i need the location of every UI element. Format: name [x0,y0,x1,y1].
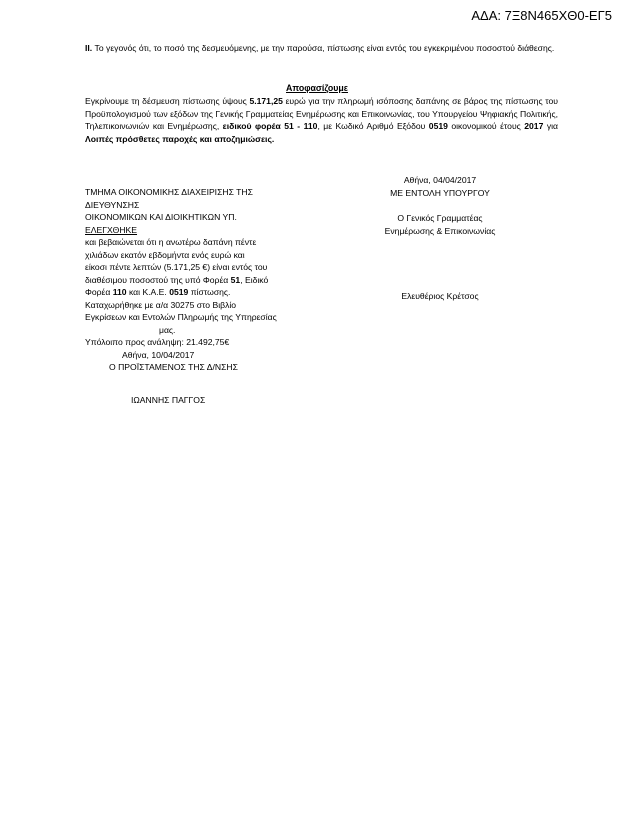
decision-kae: 0519 [428,121,448,131]
left-signer: ΙΩΑΝΝΗΣ ΠΑΓΓΟΣ [131,395,206,405]
decision-text-2: ευρώ για την πληρωμή ισόποσης δαπάνης σε βάρος της πίστωσης του Προϋπολογισμού των εξόδων της Γενικής Γραμματείας Ενημέρωσης και Επικοινωνίας, του Υπουργείου Ψηφιακής Πολιτικής, Τηλεπικοινωνιών και Ενημέρωσης, [85,96,558,131]
right-role-2: Ενημέρωσης & Επικοινωνίας [384,225,496,236]
cert-line-5-tail: πίστωσης. [188,287,231,297]
decision-title: Αποφασίζουμε [286,83,348,93]
decision-text-1: Εγκρίνουμε τη δέσμευση πίστωσης ύψους [85,96,250,106]
left-finance-block [85,186,305,374]
cert-line-3: είκοσι πέντε λεπτών (5.171,25 €) είναι εντός του [85,262,268,272]
dept-line-2: ΔΙΕΥΘΥΝΣΗΣ [85,199,140,210]
reg-line-2: Εγκρίσεων και Εντολών Πληρωμής της Υπηρεσίας [85,312,277,322]
decision-text-5: για [543,121,558,131]
section-ii-number: II. [85,43,93,53]
left-signer-block [131,394,205,407]
balance-line: Υπόλοιπο προς ανάληψη: 21.492,75€ [85,337,230,347]
section-ii-text: Το γεγονός ότι, το ποσό της δεσμευόμενης, με την παρούσα, πίστωσης είναι εντός του εγκεκριμένου ποσοστού διάθεσης. [92,43,555,53]
head-title: Ο ΠΡΟΪΣΤΑΜΕΝΟΣ ΤΗΣ Δ/ΝΣΗΣ [109,362,238,372]
left-place-date: Αθήνα, 10/04/2017 [122,349,195,360]
cert-line-4 [85,274,305,287]
cert-line-4-text: διαθέσιμου ποσοστού της υπό Φορέα [85,274,231,285]
right-place-date: Αθήνα, 04/04/2017 [403,175,477,185]
cert-line-2: χιλιάδων εκατόν εβδομήντα ενός ευρώ και [85,249,245,260]
decision-expense: Λοιπές πρόσθετες παροχές και αποζημιώσεις. [85,133,275,144]
decision-amount: 5.171,25 [249,96,283,106]
reg-line-3: μας. [159,324,176,335]
section-ii-paragraph [85,42,558,55]
right-role-block [350,212,530,237]
cert-kae: 0519 [169,287,189,297]
decision-text-4: οικονομικού έτους [447,121,525,131]
checked-label: ΕΛΕΓΧΘΗΚΕ [85,224,138,235]
cert-line-1: και βεβαιώνεται ότι η ανωτέρω δαπάνη πέντε [85,237,257,247]
decision-foreas: ειδικού φορέα 51 - 110 [222,121,318,131]
dept-line-3: ΟΙΚΟΝΟΜΙΚΩΝ ΚΑΙ ΔΙΟΙΚΗΤΙΚΩΝ ΥΠ. [85,212,237,222]
cert-foreas: 51 [230,274,241,285]
reg-line-1: Καταχωρήθηκε με α/α 30275 στο Βιβλίο [85,299,237,310]
cert-line-5-mid: και Κ.Α.Ε. [126,287,170,297]
right-order: ΜΕ ΕΝΤΟΛΗ ΥΠΟΥΡΓΟΥ [390,187,490,198]
right-signature-block [350,174,530,199]
cert-line-4-tail: , Ειδικό [240,274,269,285]
dept-line-1: ΤΜΗΜΑ ΟΙΚΟΝΟΜΙΚΗΣ ΔΙΑΧΕΙΡΙΣΗΣ ΤΗΣ [85,187,253,197]
ada-code: ΑΔΑ: 7Ξ8Ν465ΧΘ0-ΕΓ5 [471,8,612,23]
right-signer-block [350,290,530,303]
decision-year: 2017 [524,121,544,131]
right-signer: Ελευθέριος Κρέτσος [401,291,479,301]
right-role-1: Ο Γενικός Γραμματέας [397,213,483,223]
decision-text-3: , με Κωδικό Αριθμό Εξόδου [317,121,429,131]
cert-line-5-text: Φορέα [85,287,113,297]
cert-line-5 [85,286,305,299]
cert-special-foreas: 110 [112,287,127,297]
decision-paragraph [85,95,558,145]
